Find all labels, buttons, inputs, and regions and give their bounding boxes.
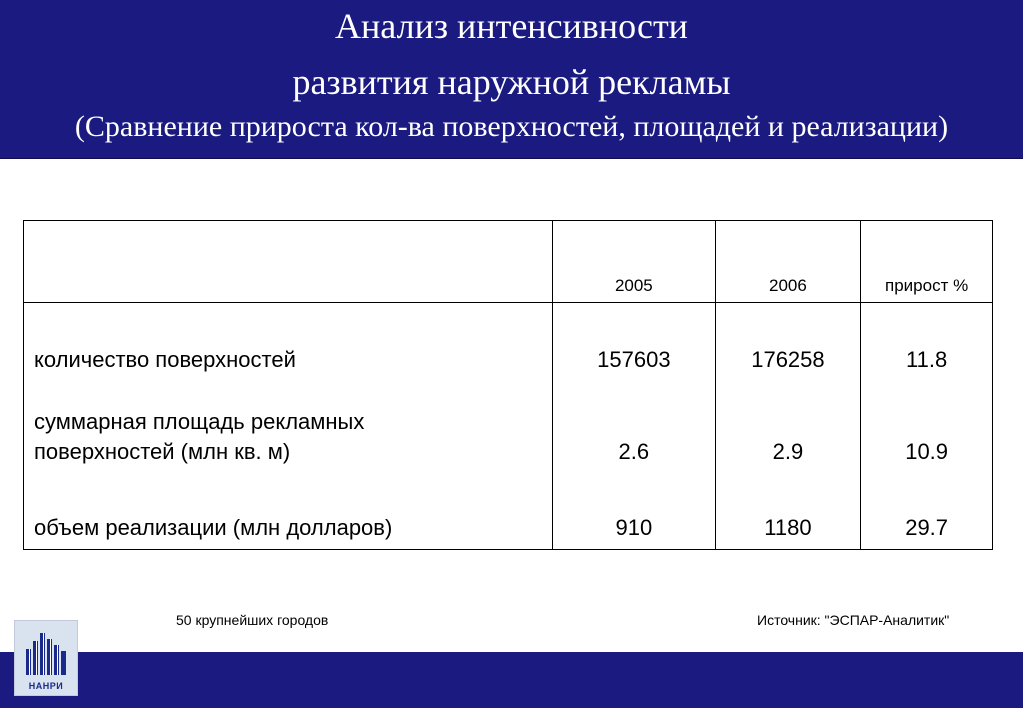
- comparison-table: [23, 220, 993, 550]
- row-label-surfaces: количество поверхностей: [34, 347, 296, 372]
- column-2006: [715, 303, 861, 550]
- column-2005: [553, 303, 716, 550]
- value-area-growth: 10.9: [905, 439, 949, 464]
- labels-column: [24, 303, 553, 550]
- value-area-2005: 2.6: [618, 439, 650, 464]
- value-area-2006: 2.9: [772, 439, 804, 464]
- value-sales-growth: 29.7: [905, 515, 949, 540]
- page-title-line-2: развития наружной рекламы: [292, 62, 731, 102]
- source-note: Источник: "ЭСПАР-Аналитик": [757, 612, 950, 628]
- logo-text: НАНРИ: [28, 681, 64, 691]
- header-cell-growth: прирост %: [861, 221, 993, 303]
- value-sales-2005: 910: [615, 515, 653, 540]
- title-banner: [0, 0, 1023, 159]
- header-cell-2005: 2005: [553, 221, 716, 303]
- table-body-row: [24, 303, 993, 550]
- table-header-row: [24, 221, 993, 303]
- header-cell-label: [24, 221, 553, 303]
- header-cell-2006: 2006: [715, 221, 861, 303]
- logo: [14, 620, 78, 696]
- value-sales-2006: 1180: [764, 515, 812, 540]
- page-title-line-1: Анализ интенсивности: [335, 6, 688, 46]
- row-label-area-line-1: суммарная площадь рекламных: [34, 409, 365, 434]
- row-label-area-line-2: поверхностей (млн кв. м): [34, 439, 291, 464]
- column-growth: [861, 303, 993, 550]
- value-surfaces-growth: 11.8: [906, 347, 948, 372]
- bottom-banner: [0, 652, 1023, 708]
- footnote-cities: 50 крупнейших городов: [176, 612, 329, 628]
- page-subtitle: (Сравнение прироста кол-ва поверхностей, площадей и реализации): [74, 110, 949, 143]
- value-surfaces-2006: 176258: [751, 347, 825, 372]
- bar-columns-logo-icon: [15, 621, 77, 681]
- value-surfaces-2005: 157603: [597, 347, 671, 372]
- row-label-sales: объем реализации (млн долларов): [34, 515, 393, 540]
